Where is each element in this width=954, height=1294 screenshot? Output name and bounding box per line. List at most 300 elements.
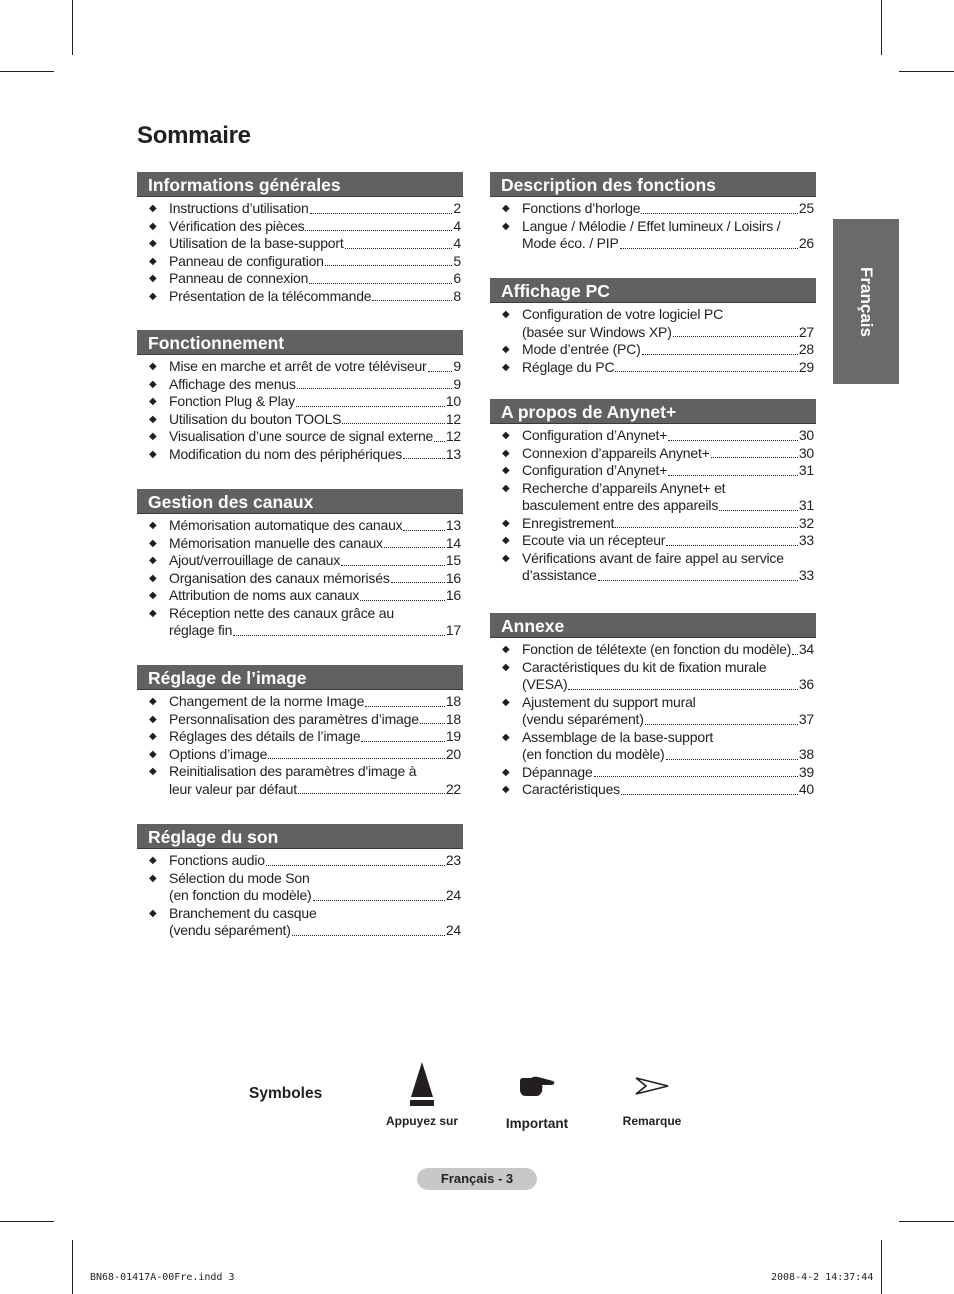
toc-page-number: 8 <box>453 287 461 304</box>
toc-entry <box>137 535 463 553</box>
toc-entry-text: Utilisation de la base-support <box>169 235 344 251</box>
diamond-bullet-icon: ◆ <box>149 290 157 302</box>
toc-page-number: 13 <box>445 517 461 533</box>
toc-page-number: 6 <box>453 270 461 286</box>
footer-timestamp: 2008-4-2 14:37:44 <box>771 1272 874 1283</box>
toc-page-number: 24 <box>445 922 461 938</box>
diamond-bullet-icon: ◆ <box>149 590 157 601</box>
toc-entry-line <box>169 781 461 799</box>
toc-section-reglage-de-l-image <box>137 665 463 798</box>
toc-entry-text: Présentation de la télécommande <box>169 287 372 304</box>
toc-entry-text: leur valeur par défaut <box>169 780 297 797</box>
section-heading: Réglage de l’image <box>137 665 463 690</box>
toc-entry-text: (VESA) <box>522 676 568 692</box>
dot-leader <box>711 456 798 458</box>
press-arrow-icon <box>407 1060 437 1108</box>
toc-entry <box>137 270 463 288</box>
footer-file-info: BN68-01417A-00Fre.indd 3 <box>90 1272 235 1283</box>
toc-page-number: 16 <box>445 569 461 586</box>
toc-entry-text: Utilisation du bouton TOOLS <box>169 410 342 427</box>
toc-section-affichage-pc <box>490 278 816 376</box>
toc-entry <box>490 462 816 480</box>
toc-entry-line <box>522 200 814 218</box>
toc-entry-text: (en fonction du modèle) <box>522 746 665 762</box>
toc-entry-line <box>522 641 814 659</box>
diamond-bullet-icon: ◆ <box>149 203 157 214</box>
dot-leader <box>310 212 453 214</box>
toc-entry-text: Configuration d’Anynet+ <box>522 462 668 478</box>
toc-entry-text: (en fonction du modèle) <box>169 887 312 903</box>
toc-entry-text: Mode éco. / PIP <box>522 235 619 251</box>
dot-leader <box>642 353 798 355</box>
toc-page-number: 22 <box>445 780 461 797</box>
section-heading: A propos de Anynet+ <box>490 399 816 424</box>
toc-entry-line <box>169 218 461 236</box>
language-tab-label: Français <box>857 266 876 337</box>
toc-entry-text: Ecoute via un récepteur <box>522 532 666 548</box>
section-heading: Affichage PC <box>490 278 816 303</box>
dot-leader <box>305 229 452 231</box>
section-heading: Fonctionnement <box>137 330 463 355</box>
dot-leader <box>342 422 445 424</box>
toc-entry <box>137 728 463 746</box>
toc-entry-line <box>169 887 461 905</box>
toc-entry-text: (basée sur Windows XP) <box>522 323 672 340</box>
dot-leader <box>420 722 445 724</box>
toc-entry <box>490 764 816 782</box>
dot-leader <box>233 634 445 636</box>
arrowhead-icon <box>634 1076 670 1096</box>
toc-page-number: 2 <box>453 200 461 216</box>
toc-entry <box>490 515 816 533</box>
toc-entry-line <box>169 728 461 746</box>
section-heading: Informations générales <box>137 172 463 197</box>
toc-page-number: 5 <box>453 252 461 269</box>
dot-leader <box>666 544 798 546</box>
toc-page-number: 19 <box>445 728 461 744</box>
diamond-bullet-icon: ◆ <box>149 855 157 866</box>
toc-entry-line <box>522 711 814 729</box>
toc-entry-text: Recherche d’appareils Anynet+ et <box>522 479 726 496</box>
toc-entry-line <box>522 676 814 694</box>
toc-entry <box>490 694 816 729</box>
toc-section-fonctionnement <box>137 330 463 463</box>
toc-page-number: 17 <box>445 622 461 638</box>
dot-leader <box>345 247 453 249</box>
dot-leader <box>668 439 798 441</box>
diamond-bullet-icon: ◆ <box>149 872 157 884</box>
toc-page-number: 14 <box>445 534 461 551</box>
toc-entry-text: Enregistrement <box>522 514 615 531</box>
dot-leader <box>615 370 797 372</box>
toc-entry-text: Sélection du mode Son <box>169 869 310 886</box>
toc-entry-line <box>522 359 814 377</box>
page-number-badge: Français - 3 <box>417 1168 537 1190</box>
diamond-bullet-icon: ◆ <box>502 535 510 546</box>
toc-entry <box>137 605 463 640</box>
toc-entry <box>137 552 463 570</box>
toc-page-number: 37 <box>798 711 814 727</box>
diamond-bullet-icon: ◆ <box>502 220 510 232</box>
dot-leader <box>360 599 445 601</box>
diamond-bullet-icon: ◆ <box>502 784 510 795</box>
toc-page-number: 9 <box>453 375 461 392</box>
toc-page-number: 13 <box>445 445 461 462</box>
crop-mark <box>899 1221 954 1222</box>
dot-leader <box>372 299 452 301</box>
toc-entry-list <box>137 200 463 305</box>
toc-entry-text: Réglages des détails de l’image <box>169 728 361 744</box>
toc-entry-line <box>169 235 461 253</box>
toc-entry-line <box>522 764 814 782</box>
toc-entry-text: Mémorisation automatique des canaux <box>169 517 403 533</box>
toc-entry-line <box>169 270 461 288</box>
toc-section-description-des-fonctions <box>490 172 816 253</box>
diamond-bullet-icon: ◆ <box>149 431 157 442</box>
dot-leader <box>719 509 798 511</box>
toc-entry-text: Modification du nom des périphériques <box>169 445 403 462</box>
toc-entry-text: Visualisation d’une source de signal externe <box>169 428 434 444</box>
toc-entry-text: Caractéristiques du kit de fixation murale <box>522 658 767 675</box>
dot-leader <box>792 653 798 655</box>
diamond-bullet-icon: ◆ <box>149 448 157 460</box>
toc-entry-text: Réglage du PC <box>522 358 615 375</box>
diamond-bullet-icon: ◆ <box>149 520 157 531</box>
toc-entry <box>490 659 816 694</box>
dot-leader <box>615 526 798 528</box>
crop-mark <box>881 0 882 55</box>
toc-entry <box>137 288 463 306</box>
toc-page-number: 31 <box>798 497 814 513</box>
toc-page-number: 12 <box>445 410 461 427</box>
dot-leader <box>292 934 445 936</box>
toc-entry-text: Panneau de configuration <box>169 252 324 269</box>
toc-entry <box>490 200 816 218</box>
toc-entry-list <box>137 358 463 463</box>
toc-section-reglage-du-son <box>137 824 463 940</box>
diamond-bullet-icon: ◆ <box>502 766 510 778</box>
toc-entry-line <box>169 587 461 605</box>
toc-entry <box>490 218 816 253</box>
dot-leader <box>365 705 445 707</box>
diamond-bullet-icon: ◆ <box>502 465 510 476</box>
toc-page-number: 27 <box>798 323 814 340</box>
diamond-bullet-icon: ◆ <box>502 361 510 373</box>
toc-page-number: 10 <box>445 393 461 409</box>
toc-entry-line <box>169 622 461 640</box>
toc-entry <box>137 870 463 905</box>
toc-entry-text: basculement entre des appareils <box>522 497 719 513</box>
toc-entry <box>137 517 463 535</box>
toc-entry-text: Personnalisation des paramètres d’image <box>169 710 419 727</box>
toc-entry-line <box>169 288 461 306</box>
toc-entry-line <box>169 711 461 729</box>
diamond-bullet-icon: ◆ <box>502 661 510 673</box>
toc-entry-text: réglage fin <box>169 622 233 638</box>
diamond-bullet-icon: ◆ <box>149 378 157 390</box>
dot-leader <box>434 440 445 442</box>
dot-leader <box>266 864 445 866</box>
dot-leader <box>268 757 445 759</box>
pointing-hand-icon <box>518 1074 556 1098</box>
toc-entry-text: Options d’image <box>169 745 268 762</box>
crop-mark <box>72 1240 73 1294</box>
toc-entry-line <box>169 693 461 711</box>
toc-entry <box>490 341 816 359</box>
diamond-bullet-icon: ◆ <box>149 713 157 725</box>
toc-entry <box>490 641 816 659</box>
toc-entry-line <box>169 446 461 464</box>
dot-leader <box>403 457 445 459</box>
dot-leader <box>296 405 445 407</box>
toc-entry-text: Réception nette des canaux grâce au <box>169 604 394 621</box>
diamond-bullet-icon: ◆ <box>502 696 510 708</box>
toc-entry-list <box>490 200 816 253</box>
crop-mark <box>0 1221 54 1222</box>
toc-page-number: 34 <box>798 641 814 657</box>
diamond-bullet-icon: ◆ <box>502 309 510 320</box>
toc-entry <box>137 393 463 411</box>
symbol-important <box>497 1074 577 1131</box>
toc-entry <box>137 763 463 798</box>
dot-leader <box>668 474 798 476</box>
toc-entry-line <box>169 393 461 411</box>
diamond-bullet-icon: ◆ <box>502 430 510 441</box>
toc-entry-line <box>522 341 814 359</box>
toc-page-number: 9 <box>453 358 461 374</box>
toc-entry-list <box>490 306 816 376</box>
toc-entry <box>490 781 816 799</box>
toc-page-number: 30 <box>798 444 814 461</box>
toc-page-number: 25 <box>798 200 814 216</box>
toc-entry-text: Dépannage <box>522 763 593 780</box>
toc-page-number: 4 <box>453 217 461 234</box>
toc-entry <box>490 359 816 377</box>
symbols-legend <box>0 1060 954 1140</box>
toc-entry <box>137 587 463 605</box>
dot-leader <box>598 579 798 581</box>
toc-entry-line <box>522 746 814 764</box>
crop-mark <box>72 0 73 55</box>
toc-entry-list <box>490 427 816 585</box>
toc-entry-text: Fonction de télétexte (en fonction du modèle) <box>522 641 792 657</box>
toc-page-number: 36 <box>798 676 814 692</box>
toc-page-number: 12 <box>445 428 461 444</box>
toc-page-number: 23 <box>445 852 461 868</box>
symbol-press <box>382 1060 462 1128</box>
dot-leader <box>361 740 444 742</box>
toc-page-number: 30 <box>798 427 814 443</box>
dot-leader <box>325 264 453 266</box>
diamond-bullet-icon: ◆ <box>502 447 510 459</box>
toc-entry-text: Organisation des canaux mémorisés <box>169 569 390 586</box>
toc-entry <box>490 480 816 515</box>
dot-leader <box>641 212 797 214</box>
toc-entry-text: Instructions d’utilisation <box>169 200 309 216</box>
toc-page-number: 31 <box>798 462 814 478</box>
dot-leader <box>620 247 798 249</box>
toc-entry <box>490 427 816 445</box>
toc-entry-text: Ajustement du support mural <box>522 693 696 710</box>
toc-section-gestion-des-canaux <box>137 489 463 640</box>
diamond-bullet-icon: ◆ <box>149 413 157 425</box>
toc-entry-line <box>522 781 814 799</box>
toc-entry-line <box>522 235 814 253</box>
toc-entry-text: Vérification des pièces <box>169 217 305 234</box>
toc-entry-text: Mode d’entrée (PC) <box>522 341 641 357</box>
page-title: Sommaire <box>137 122 251 149</box>
diamond-bullet-icon: ◆ <box>149 238 157 249</box>
toc-entry-text: Branchement du casque <box>169 904 317 921</box>
diamond-bullet-icon: ◆ <box>149 766 157 777</box>
diamond-bullet-icon: ◆ <box>149 396 157 407</box>
toc-page-number: 33 <box>798 532 814 548</box>
dot-leader <box>298 792 445 794</box>
toc-entry <box>137 905 463 940</box>
toc-entry-text: Assemblage de la base-support <box>522 728 714 745</box>
toc-entry-line <box>522 497 814 515</box>
diamond-bullet-icon: ◆ <box>149 255 157 267</box>
diamond-bullet-icon: ◆ <box>149 537 157 549</box>
section-heading: Gestion des canaux <box>137 489 463 514</box>
toc-entry-text: Changement de la norme Image <box>169 693 365 709</box>
toc-entry <box>137 428 463 446</box>
toc-entry-line <box>169 852 461 870</box>
toc-entry-text: Attribution de noms aux canaux <box>169 587 360 603</box>
diamond-bullet-icon: ◆ <box>149 696 157 707</box>
dot-leader <box>403 529 444 531</box>
toc-entry-line <box>522 427 814 445</box>
toc-entry-list <box>137 693 463 798</box>
toc-entry-line <box>522 567 814 585</box>
diamond-bullet-icon: ◆ <box>149 220 157 232</box>
toc-entry-line <box>169 200 461 218</box>
toc-entry-text: Fonctions d’horloge <box>522 200 641 216</box>
toc-entry-line <box>522 324 814 342</box>
toc-entry-line <box>522 532 814 550</box>
toc-entry-text: Fonction Plug & Play <box>169 393 295 409</box>
toc-entry <box>137 852 463 870</box>
toc-entry-list <box>137 852 463 940</box>
toc-page-number: 28 <box>798 341 814 357</box>
dot-leader <box>428 370 453 372</box>
toc-entry-line <box>169 570 461 588</box>
dot-leader <box>341 564 445 566</box>
symbol-caption: Important <box>505 1116 569 1131</box>
dot-leader <box>309 282 452 284</box>
toc-entry <box>490 729 816 764</box>
toc-entry-text: d’assistance <box>522 567 597 583</box>
toc-entry-line <box>169 746 461 764</box>
toc-entry <box>137 693 463 711</box>
diamond-bullet-icon: ◆ <box>149 731 157 742</box>
diamond-bullet-icon: ◆ <box>502 482 510 494</box>
toc-page-number: 18 <box>445 710 461 727</box>
toc-entry-line <box>169 428 461 446</box>
toc-section-annexe <box>490 613 816 799</box>
toc-entry-list <box>490 641 816 799</box>
toc-entry <box>137 235 463 253</box>
symbol-note <box>612 1076 692 1128</box>
toc-entry-text: Panneau de connexion <box>169 270 309 286</box>
toc-page-number: 24 <box>445 887 461 903</box>
crop-mark <box>881 1240 882 1294</box>
crop-mark <box>899 71 954 72</box>
dot-leader <box>621 793 798 795</box>
toc-entry <box>137 200 463 218</box>
toc-entry-text: Configuration d’Anynet+ <box>522 427 668 443</box>
toc-entry <box>137 358 463 376</box>
diamond-bullet-icon: ◆ <box>149 607 157 619</box>
dot-leader <box>297 387 453 389</box>
toc-entry-line <box>169 358 461 376</box>
diamond-bullet-icon: ◆ <box>502 517 510 529</box>
diamond-bullet-icon: ◆ <box>502 552 510 564</box>
toc-entry-line <box>169 376 461 394</box>
dot-leader <box>313 899 445 901</box>
crop-mark <box>0 71 54 72</box>
dot-leader <box>594 775 798 777</box>
toc-section-informations-generales <box>137 172 463 305</box>
toc-page-number: 18 <box>445 693 461 709</box>
toc-page-number: 4 <box>453 235 461 251</box>
diamond-bullet-icon: ◆ <box>502 644 510 655</box>
dot-leader <box>384 546 445 548</box>
diamond-bullet-icon: ◆ <box>502 731 510 743</box>
toc-entry <box>137 376 463 394</box>
toc-entry <box>137 570 463 588</box>
toc-entry <box>137 218 463 236</box>
section-heading: Annexe <box>490 613 816 638</box>
toc-page-number: 33 <box>798 567 814 583</box>
toc-entry <box>490 445 816 463</box>
section-heading: Réglage du son <box>137 824 463 849</box>
toc-entry-text: Caractéristiques <box>522 781 620 797</box>
toc-entry-line <box>522 445 814 463</box>
toc-entry <box>137 446 463 464</box>
toc-entry-line <box>169 253 461 271</box>
toc-page-number: 40 <box>798 781 814 797</box>
toc-entry-text: Connexion d’appareils Anynet+ <box>522 444 710 461</box>
toc-entry-line <box>169 517 461 535</box>
section-heading: Description des fonctions <box>490 172 816 197</box>
toc-entry-text: Mémorisation manuelle des canaux <box>169 534 383 551</box>
toc-entry <box>490 532 816 550</box>
toc-entry <box>137 253 463 271</box>
toc-entry-text: Fonctions audio <box>169 852 265 868</box>
toc-entry-line <box>169 535 461 553</box>
toc-entry <box>490 306 816 341</box>
toc-page-number: 15 <box>445 552 461 568</box>
toc-page-number: 38 <box>798 746 814 762</box>
toc-entry-line <box>169 411 461 429</box>
diamond-bullet-icon: ◆ <box>502 203 510 214</box>
toc-entry-line <box>169 552 461 570</box>
toc-entry-text: Vérifications avant de faire appel au service <box>522 549 784 566</box>
language-tab <box>833 219 899 384</box>
dot-leader <box>568 688 797 690</box>
toc-entry-text: Reinitialisation des paramètres d'image à <box>169 763 417 779</box>
toc-entry <box>137 746 463 764</box>
toc-page-number: 26 <box>798 235 814 251</box>
toc-entry-text: Ajout/verrouillage de canaux <box>169 552 341 568</box>
toc-entry <box>137 411 463 429</box>
diamond-bullet-icon: ◆ <box>149 748 157 760</box>
diamond-bullet-icon: ◆ <box>149 555 157 566</box>
diamond-bullet-icon: ◆ <box>149 361 157 372</box>
diamond-bullet-icon: ◆ <box>502 344 510 355</box>
toc-page-number: 39 <box>798 763 814 780</box>
